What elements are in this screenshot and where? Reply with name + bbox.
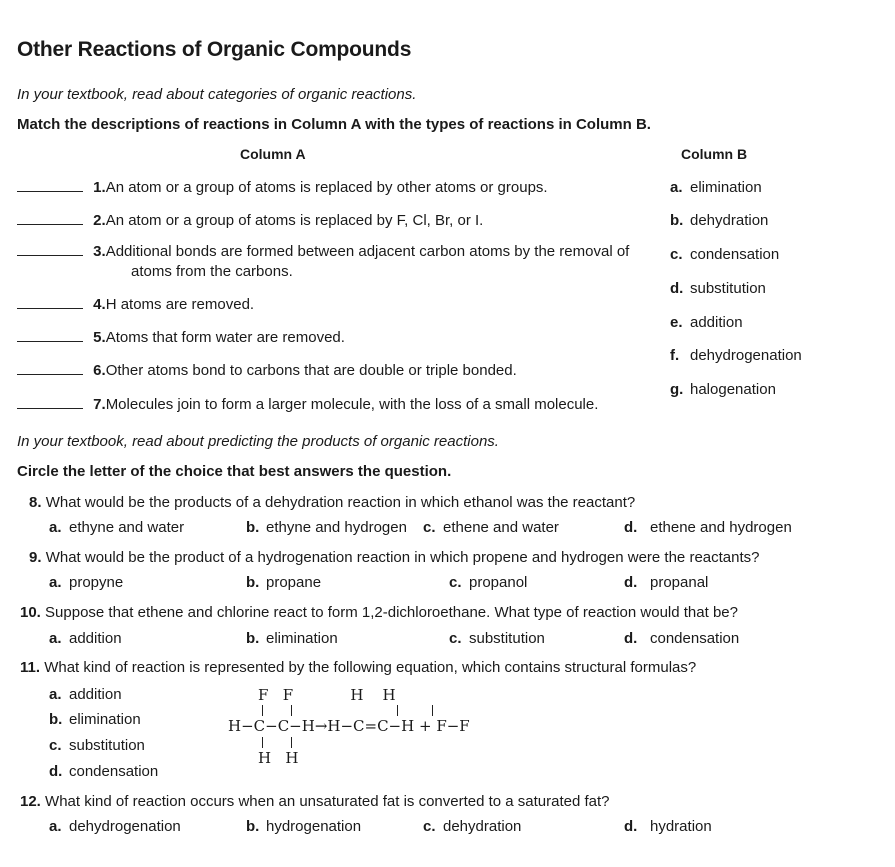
bond-line	[291, 705, 292, 716]
match-item-7: 7.Molecules join to form a larger molecule, with the loss of a small molecule.	[17, 396, 598, 413]
intro-text-2: In your textbook, read about predicting the products of organic reactions.	[17, 433, 499, 450]
choice-9b[interactable]: b. propane	[246, 574, 322, 591]
choice-10c[interactable]: c. substitution	[449, 630, 545, 647]
answer-blank[interactable]	[17, 223, 83, 225]
column-b-item-g: g. halogenation	[670, 381, 776, 398]
choice-11a[interactable]: a. addition	[49, 686, 122, 703]
choice-10d[interactable]: d. condensation	[624, 630, 740, 647]
question-11: 11. What kind of reaction is represented by the following equation, which contains structural formulas?	[20, 659, 697, 676]
match-item-3: 3.Additional bonds are formed between adjacent carbon atoms by the removal of	[17, 243, 629, 260]
match-item-3-continued: atoms from the carbons.	[131, 263, 293, 280]
match-item-4: 4.H atoms are removed.	[17, 296, 254, 313]
column-b-item-c: c. condensation	[670, 246, 780, 263]
question-8: 8. What would be the products of a dehydration reaction in which ethanol was the reactant?	[29, 494, 636, 511]
column-a-header: Column A	[240, 146, 306, 162]
choice-12d[interactable]: d. hydration	[624, 818, 712, 835]
instruction-1: Match the descriptions of reactions in Column A with the types of reactions in Column B.	[17, 116, 651, 133]
choice-8c[interactable]: c. ethene and water	[423, 519, 559, 536]
choice-11b[interactable]: b. elimination	[49, 711, 141, 728]
answer-blank[interactable]	[17, 340, 83, 342]
question-10: 10. Suppose that ethene and chlorine react to form 1,2-dichloroethane. What type of reaction would that be?	[20, 604, 738, 621]
choice-11d[interactable]: d. condensation	[49, 763, 159, 780]
choice-8b[interactable]: b. ethyne and hydrogen	[246, 519, 407, 536]
intro-text-1: In your textbook, read about categories of organic reactions.	[17, 86, 417, 103]
bond-line	[262, 737, 263, 748]
match-item-6: 6.Other atoms bond to carbons that are double or triple bonded.	[17, 362, 517, 379]
question-9: 9. What would be the product of a hydrogenation reaction in which propene and hydrogen were the reactants?	[29, 549, 760, 566]
answer-blank[interactable]	[17, 190, 83, 192]
equation-middle-row: H−C−C−H→H−C=C−H + F−F	[228, 717, 470, 735]
instruction-2: Circle the letter of the choice that best answers the question.	[17, 463, 452, 480]
bond-line	[291, 737, 292, 748]
page-title: Other Reactions of Organic Compounds	[17, 38, 412, 61]
choice-11c[interactable]: c. substitution	[49, 737, 145, 754]
choice-8d[interactable]: d. ethene and hydrogen	[624, 519, 792, 536]
choice-10a[interactable]: a. addition	[49, 630, 122, 647]
column-b-item-f: f. dehydrogenation	[670, 347, 802, 364]
match-item-1: 1.An atom or a group of atoms is replaced by other atoms or groups.	[17, 179, 548, 196]
column-b-item-a: a. elimination	[670, 179, 762, 196]
equation-bottom-row: H H	[258, 749, 299, 767]
answer-blank[interactable]	[17, 307, 83, 309]
column-b-item-e: e. addition	[670, 314, 743, 331]
choice-12c[interactable]: c. dehydration	[423, 818, 522, 835]
match-item-2: 2.An atom or a group of atoms is replaced by F, Cl, Br, or I.	[17, 212, 483, 229]
choice-10b[interactable]: b. elimination	[246, 630, 338, 647]
choice-12a[interactable]: a. dehydrogenation	[49, 818, 181, 835]
choice-9d[interactable]: d. propanal	[624, 574, 709, 591]
answer-blank[interactable]	[17, 254, 83, 256]
column-b-item-d: d. substitution	[670, 280, 766, 297]
answer-blank[interactable]	[17, 373, 83, 375]
equation-top-row: F F H H	[258, 686, 396, 704]
choice-8a[interactable]: a. ethyne and water	[49, 519, 185, 536]
choice-9a[interactable]: a. propyne	[49, 574, 124, 591]
choice-9c[interactable]: c. propanol	[449, 574, 528, 591]
match-item-5: 5.Atoms that form water are removed.	[17, 329, 345, 346]
bond-line	[397, 705, 398, 716]
choice-12b[interactable]: b. hydrogenation	[246, 818, 362, 835]
answer-blank[interactable]	[17, 407, 83, 409]
column-b-header: Column B	[681, 146, 748, 162]
question-12: 12. What kind of reaction occurs when an unsaturated fat is converted to a saturated fat?	[20, 793, 610, 810]
bond-line	[262, 705, 263, 716]
column-b-item-b: b. dehydration	[670, 212, 769, 229]
bond-line	[432, 705, 433, 716]
